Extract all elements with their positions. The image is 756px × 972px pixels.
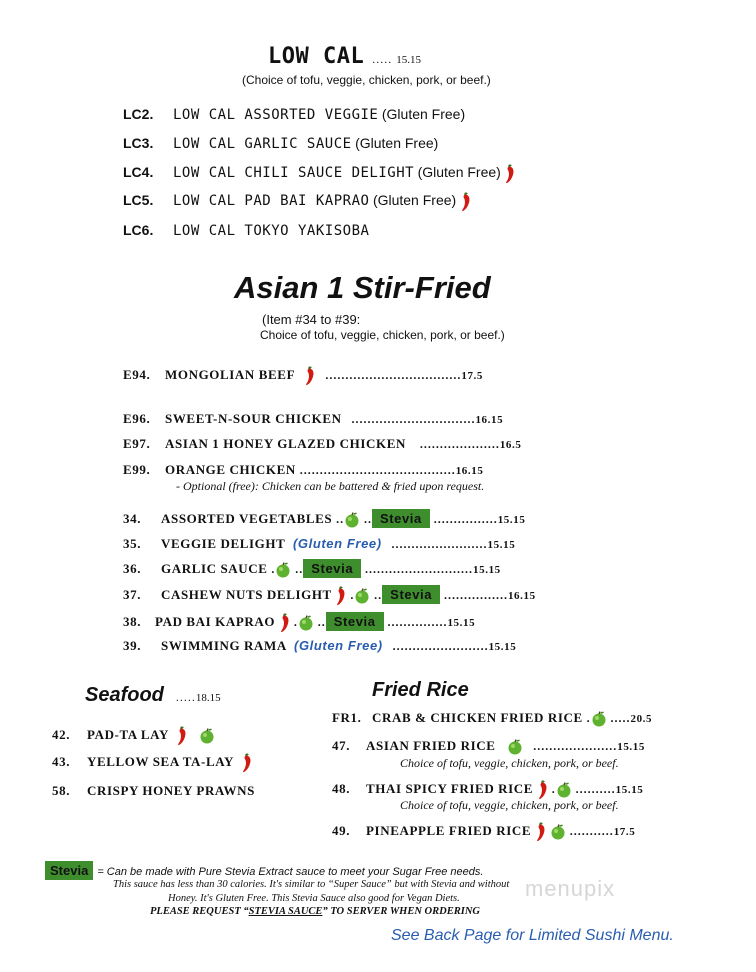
menu-item-39 (123, 638, 516, 654)
apple-icon (344, 512, 360, 528)
low-cal-item (123, 106, 465, 124)
item-dots: ..................... (533, 739, 618, 753)
stevia-request-line (150, 906, 480, 917)
stevia-badge: Stevia (45, 861, 93, 880)
chili-icon (304, 366, 315, 386)
item-name: SWIMMING RAMA (161, 638, 287, 653)
item-code: 38. (123, 613, 142, 629)
fried-rice-item (332, 780, 643, 800)
item-price: 16.5 (499, 439, 522, 451)
item-name: PAD BAI KAPRAO (155, 613, 276, 629)
item-dots: .................... (419, 437, 500, 451)
request-suffix: ” TO SERVER WHEN ORDERING (322, 906, 480, 917)
item-dots: ........................... (365, 562, 474, 576)
item-code: 47. (332, 738, 351, 753)
stevia-footnote-line-3: Honey. It's Gluten Free. This Stevia Sauce also good for Vegan Diets. (168, 893, 460, 904)
item-price: 16.15 (507, 589, 536, 602)
seafood-header (85, 684, 221, 707)
item-code: E97. (123, 436, 151, 451)
chili-icon (535, 822, 546, 842)
apple-icon (298, 615, 314, 631)
item-name: CRISPY HONEY PRAWNS (87, 783, 255, 798)
menu-item-34 (123, 511, 525, 528)
item-name: LOW CAL PAD BAI KAPRAO (173, 193, 370, 210)
seafood-title: Seafood (85, 684, 164, 706)
item-name: PINEAPPLE FRIED RICE (366, 822, 532, 838)
item-name: YELLOW SEA TA-LAY (87, 753, 234, 769)
seafood-item (52, 783, 255, 799)
item-price: 15.15 (615, 783, 644, 796)
item-code: LC2. (123, 106, 154, 122)
low-cal-header (268, 44, 421, 69)
item-code: 39. (123, 638, 142, 653)
item-dots: ........................ (392, 639, 489, 653)
item-name: ASIAN FRIED RICE (366, 738, 496, 753)
chili-icon (504, 164, 515, 184)
item-code: 49. (332, 822, 351, 838)
chili-icon (241, 753, 252, 773)
item-price: 15.15 (473, 564, 501, 576)
dots-lead: . (271, 562, 276, 576)
menu-item-35 (123, 536, 515, 552)
dots-lead: . (551, 781, 556, 796)
low-cal-dots: ..... (372, 52, 393, 66)
seafood-price: 18.15 (195, 692, 221, 704)
item-code: 36. (123, 561, 142, 576)
item-name: LOW CAL ASSORTED VEGGIE (173, 107, 379, 123)
item-name: CRAB & CHICKEN FRIED RICE (372, 710, 583, 725)
low-cal-item (123, 135, 438, 153)
item-name: ASSORTED VEGETABLES (161, 511, 333, 526)
seafood-dots: ..... (175, 690, 196, 704)
item-code: 37. (123, 586, 142, 602)
low-cal-item (123, 222, 369, 240)
fried-rice-choice: Choice of tofu, veggie, chicken, pork, or beef. (400, 756, 619, 770)
gluten-free-tag: (Gluten Free) (381, 106, 466, 122)
item-name: GARLIC SAUCE (161, 561, 268, 576)
request-emphasis: STEVIA SAUCE (248, 906, 323, 917)
menu-item-e96 (123, 411, 503, 427)
item-dots: ................ (443, 587, 508, 602)
chili-icon (279, 613, 290, 633)
dots-lead: . (586, 711, 591, 725)
menu-item-e97 (123, 436, 521, 452)
item-name: LOW CAL GARLIC SAUCE (173, 136, 352, 152)
stevia-footnote (45, 862, 483, 880)
request-prefix: PLEASE REQUEST “ (150, 906, 249, 917)
item-name: PAD-TA LAY (87, 726, 169, 742)
item-code: LC3. (123, 135, 154, 151)
item-price: 15.15 (497, 514, 526, 526)
stevia-footnote-line-1: = Can be made with Pure Stevia Extract sauce to meet your Sugar Free needs. (97, 866, 484, 878)
gluten-free-tag: (Gluten Free) (355, 135, 439, 151)
item-code: 48. (332, 780, 351, 796)
apple-icon (507, 739, 523, 755)
item-code: 58. (52, 783, 71, 798)
low-cal-price: 15.15 (396, 54, 421, 66)
item-price: 15.15 (487, 539, 516, 551)
item-name: SWEET-N-SOUR CHICKEN (165, 411, 342, 426)
item-name: CASHEW NUTS DELIGHT (161, 586, 332, 602)
dots-lead: .. (363, 512, 372, 526)
menu-item-36 (123, 561, 501, 578)
dots-lead: .. (336, 512, 345, 526)
item-code: 43. (52, 753, 71, 769)
dots-lead: .. (374, 587, 383, 602)
chili-icon (537, 780, 548, 800)
item-dots: ........... (569, 823, 614, 838)
stir-fried-note-2: Choice of tofu, veggie, chicken, pork, or beef.) (260, 328, 505, 342)
item-name: LOW CAL CHILI SAUCE DELIGHT (173, 165, 415, 182)
item-price: 17.5 (461, 369, 483, 382)
item-code: FR1. (332, 710, 362, 725)
menu-item-e94 (123, 366, 483, 386)
fried-rice-choice: Choice of tofu, veggie, chicken, pork, or beef. (400, 798, 619, 812)
apple-icon (591, 711, 607, 727)
stir-fried-note-1: (Item #34 to #39: (262, 312, 361, 327)
chili-icon (460, 192, 471, 212)
item-dots: ............................... (351, 412, 476, 426)
chili-icon (176, 726, 187, 746)
item-code: LC5. (123, 192, 154, 209)
dots-lead: .. (317, 614, 326, 629)
apple-icon (275, 562, 291, 578)
stevia-badge: Stevia (382, 585, 440, 604)
stir-fried-title: Asian 1 Stir-Fried (234, 270, 491, 305)
stevia-badge: Stevia (326, 612, 384, 631)
apple-icon (550, 824, 566, 840)
item-code: 35. (123, 536, 142, 551)
low-cal-item (123, 192, 471, 212)
item-code: E99. (123, 462, 151, 477)
menu-item-e99 (123, 462, 483, 478)
apple-icon (354, 588, 370, 604)
back-page-note: See Back Page for Limited Sushi Menu. (391, 927, 674, 944)
item-code: 34. (123, 511, 142, 526)
item-dots: .................................. (325, 367, 462, 382)
item-name: VEGGIE DELIGHT (161, 536, 286, 551)
gluten-free-tag: (Gluten Free) (372, 192, 457, 209)
watermark: menupix (525, 876, 616, 901)
fried-rice-item (332, 710, 652, 727)
item-price: 16.15 (455, 465, 484, 477)
stevia-badge: Stevia (372, 509, 430, 528)
item-dots: ................ (433, 512, 498, 526)
item-code: 42. (52, 726, 71, 742)
stevia-footnote-line-2: This sauce has less than 30 calories. It's similar to “Super Sauce” but with Stevia and without (113, 879, 510, 890)
item-price: 16.15 (475, 414, 504, 426)
item-price: 20.5 (630, 713, 653, 725)
apple-icon (556, 782, 572, 798)
seafood-item (52, 726, 215, 746)
fried-rice-item (332, 738, 645, 755)
item-dots: ............... (387, 614, 448, 629)
item-name: MONGOLIAN BEEF (165, 366, 295, 382)
item-code: E94. (123, 366, 151, 382)
apple-icon (199, 728, 215, 744)
chili-icon (335, 586, 346, 606)
item-dots: ..... (610, 711, 631, 725)
gluten-free-tag: (Gluten Free) (294, 638, 383, 653)
dots-lead: . (350, 587, 355, 602)
low-cal-title: LOW CAL (268, 44, 365, 69)
low-cal-item (123, 164, 515, 184)
item-name: LOW CAL TOKYO YAKISOBA (173, 223, 370, 239)
low-cal-note: (Choice of tofu, veggie, chicken, pork, or beef.) (242, 73, 491, 87)
item-name: ASIAN 1 HONEY GLAZED CHICKEN (165, 436, 406, 451)
dots-lead: . (293, 614, 298, 629)
item-price: 15.15 (488, 641, 517, 653)
item-code: LC6. (123, 222, 154, 238)
item-dots: ....................................... (299, 463, 456, 477)
item-price: 15.15 (617, 741, 645, 753)
orange-chicken-note: - Optional (free): Chicken can be battered & fried upon request. (176, 479, 485, 493)
fried-rice-item (332, 822, 635, 842)
item-price: 15.15 (447, 616, 476, 629)
item-dots: .......... (575, 781, 616, 796)
seafood-item (52, 753, 252, 773)
item-name: ORANGE CHICKEN (165, 462, 296, 477)
dots-lead: .. (295, 562, 304, 576)
menu-item-38 (123, 613, 475, 633)
item-code: LC4. (123, 164, 154, 181)
item-code: E96. (123, 411, 151, 426)
fried-rice-title: Fried Rice (372, 679, 469, 701)
item-name: THAI SPICY FRIED RICE (366, 780, 534, 796)
gluten-free-tag: (Gluten Free) (292, 536, 382, 551)
gluten-free-tag: (Gluten Free) (417, 164, 501, 181)
menu-item-37 (123, 586, 536, 606)
stevia-badge: Stevia (303, 559, 361, 578)
item-price: 17.5 (613, 825, 636, 838)
item-dots: ........................ (391, 537, 488, 551)
